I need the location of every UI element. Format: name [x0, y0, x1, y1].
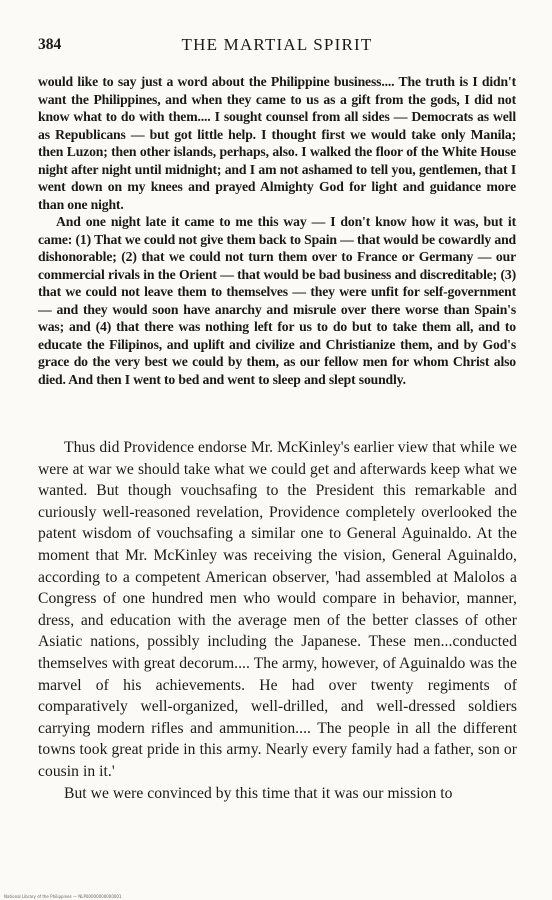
running-head: THE MARTIAL SPIRIT	[181, 35, 373, 54]
scan-footer: National Library of the Philippines — NLP00000000000001	[4, 894, 122, 899]
page-number: 384	[38, 36, 62, 53]
quote-paragraph: would like to say just a word about the Philippine business.... The truth is I didn't want the Philippines, and when they came to us as a gift from the gods, I did not know what to do with them.... I sought counsel from all sides — Democrats as well as Republicans — but got little help. I thought first we would take only Manila; then Luzon; then other islands, perhaps, also. I walked the floor of the White House night after night until midnight; and I am not ashamed to tell you, gentlemen, that I went down on my knees and prayed Almighty God for light and guidance more than one night.	[38, 74, 516, 212]
body-text	[38, 437, 517, 804]
quote-paragraph: And one night late it came to me this way — I don't know how it was, but it came: (1) That we could not give them back to Spain — that would be cowardly and dishonorable; (2) that we could not turn them over to France or Germany — our commercial rivals in the Orient — that would be bad business and discreditable; (3) that we could not leave them to themselves — they were unfit for self-government — and they would soon have anarchy and misrule over there worse than Spain's was; and (4) that there was nothing left for us to do but to take them all, and to educate the Filipinos, and uplift and civilize and Christianize them, and by God's grace do the very best we could by them, as our fellow men for whom Christ also died. And then I went to bed and went to sleep and slept soundly.	[38, 214, 516, 387]
quoted-speech-block	[38, 73, 516, 388]
body-paragraph: But we were convinced by this time that it was our mission to	[64, 784, 453, 802]
body-paragraph: Thus did Providence endorse Mr. McKinley's earlier view that while we were at war we should take what we could get and afterwards keep what we wanted. But though vouchsafing to the President this remarkable and curiously well-reasoned revelation, Providence completely overlooked the patent wisdom of vouchsafing a similar one to General Aguinaldo. At the moment that Mr. McKinley was receiving the vision, General Aguinaldo, according to a competent American observer, 'had assembled at Malolos a Congress of one hundred men who would compare in behavior, manner, dress, and education with the average men of the better classes of other Asiatic nations, possibly including the Japanese. These men...conducted themselves with great decorum.... The army, however, of Aguinaldo was the marvel of his achievements. He had over twenty regiments of comparatively well-organized, well-drilled, and well-dressed soldiers carrying modern rifles and ammunition.... The people in all the different towns took great pride in this army. Nearly every family had a father, son or cousin in it.'	[38, 439, 517, 780]
page-header	[38, 34, 516, 58]
